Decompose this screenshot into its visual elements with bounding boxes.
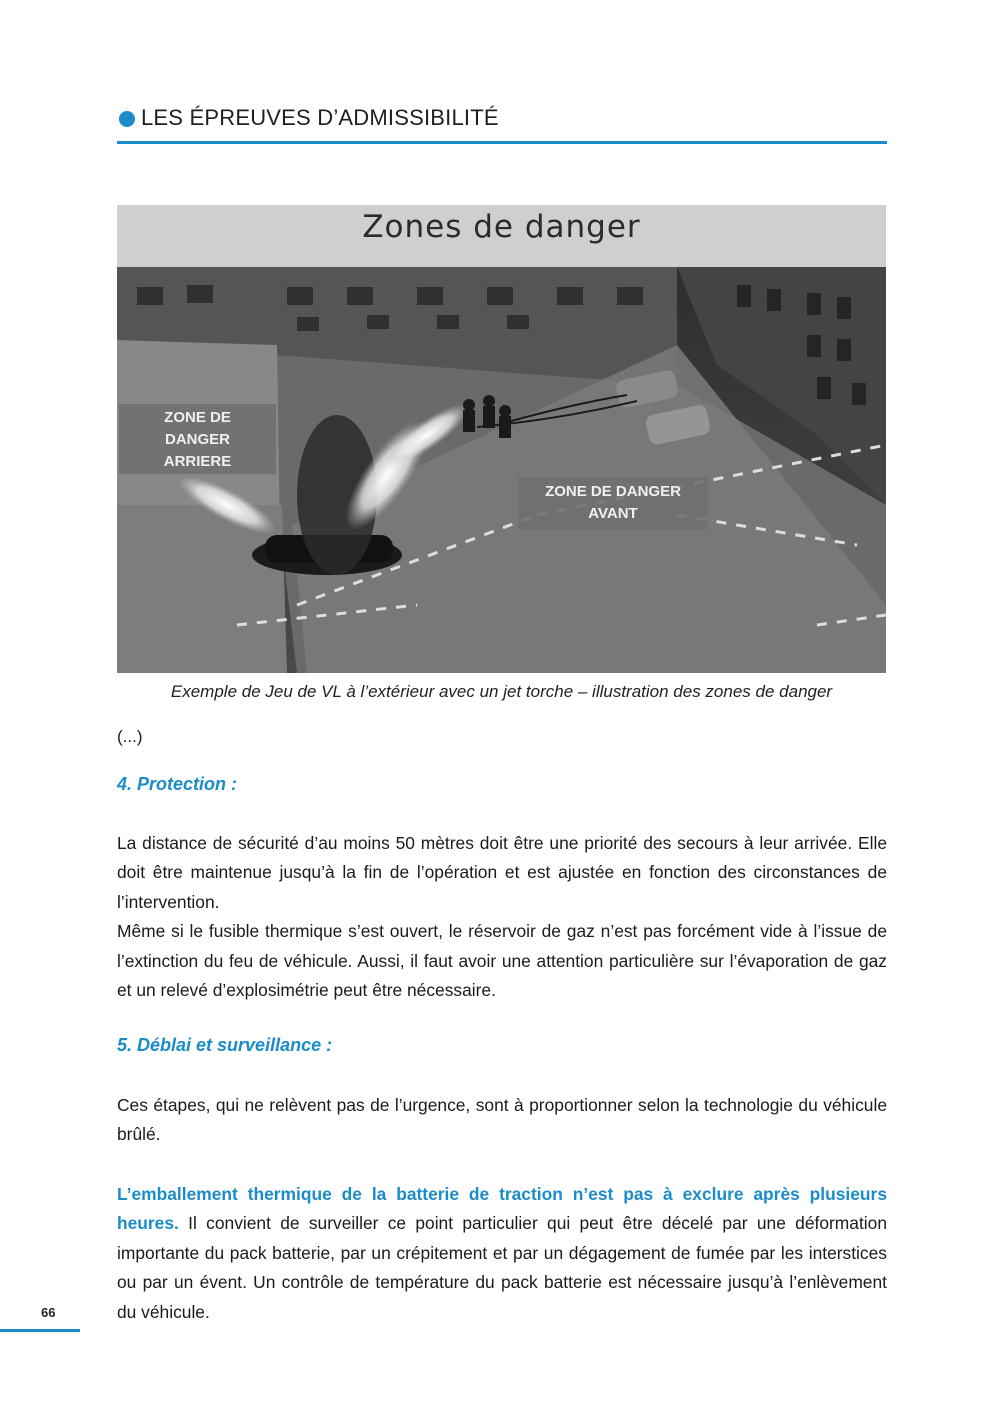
header-title: LES ÉPREUVES D’ADMISSIBILITÉ (141, 105, 499, 130)
danger-zones-figure (117, 205, 886, 673)
section-deblai-warning (117, 1180, 887, 1327)
warning-followup: Il convient de surveiller ce point particulier qui peut être décelé par une déformation importante du pack batterie, par un crépitement et par un dégagement de fumée par les interstices ou par un évent. Un contrôle de température du pack batterie est nécessaire jusqu’à l’enlèvement du véhicule. (117, 1213, 887, 1322)
label-zone-front (518, 477, 708, 529)
section-heading-protection: 4. Protection : (117, 774, 238, 794)
paragraph: Même si le fusible thermique s’est ouvert, le réservoir de gaz n’est pas forcément vide à l’issue de l’extinction du feu de véhicule. Aussi, il faut avoir une attention particulière sur l’évaporation de gaz et un relevé d’explosimétrie peut être nécessaire. (117, 921, 887, 1001)
paragraph: La distance de sécurité d’au moins 50 mètres doit être une priorité des secours à leur arrivée. Elle doit être maintenue jusqu’à la fin de l’opération et est ajustée en fonction des circonstances de l’intervention. (117, 833, 887, 912)
page-number-rule (0, 1329, 80, 1332)
label-zone-rear-line: ZONE DE (164, 409, 231, 426)
bullet-dot-icon (119, 111, 135, 127)
section-protection-body (117, 829, 887, 1005)
label-zone-front-line: AVANT (588, 505, 638, 522)
section-heading-deblai: 5. Déblai et surveillance : (117, 1035, 333, 1055)
section-deblai-body (117, 1091, 887, 1150)
figure-caption: Exemple de Jeu de VL à l’extérieur avec un jet torche – illustration des zones de danger (170, 682, 833, 701)
label-zone-rear-line: ARRIERE (163, 453, 232, 470)
page-header (117, 104, 887, 144)
ellipsis-text: (...) (117, 727, 143, 746)
label-zone-rear (119, 404, 276, 474)
figure-title: Zones de danger (362, 209, 641, 245)
page-number: 66 (41, 1305, 56, 1320)
paragraph: Ces étapes, qui ne relèvent pas de l’urgence, sont à proportionner selon la technologie du véhicule brûlé. (117, 1095, 887, 1145)
highlight-warning: L’emballement thermique de la batterie de traction n’est pas à exclure après plusieurs heures. (117, 1184, 887, 1234)
label-zone-rear-line: DANGER (164, 431, 230, 448)
label-zone-front-line: ZONE DE DANGER (545, 483, 681, 500)
header-rule (117, 141, 887, 144)
